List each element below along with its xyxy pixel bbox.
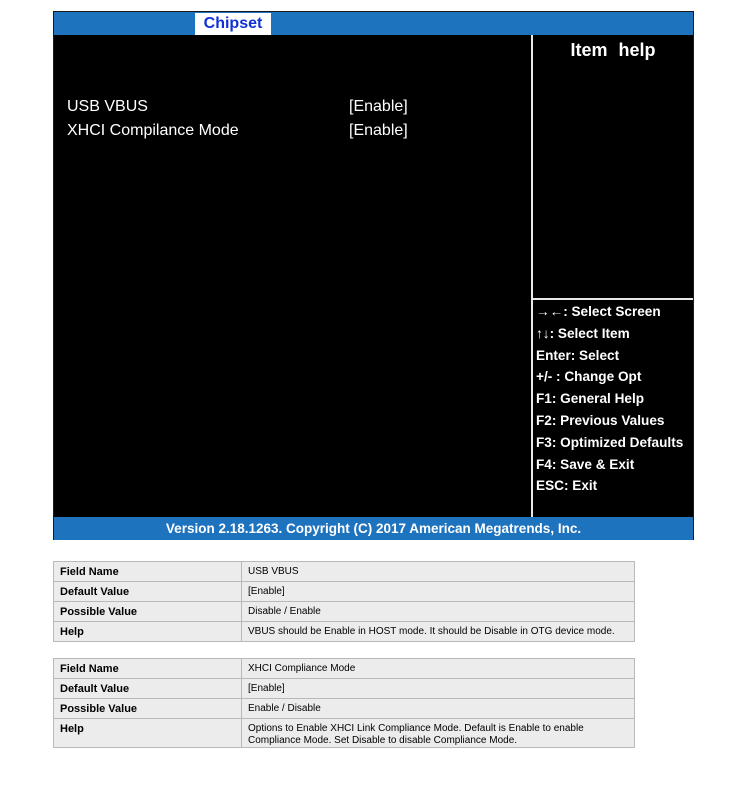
key-optimized-defaults: F3: Optimized Defaults xyxy=(536,434,684,450)
table-row xyxy=(54,659,635,679)
table-row xyxy=(54,582,635,602)
field-key: Help xyxy=(54,622,242,642)
item-help-title: Item help xyxy=(570,40,656,60)
key-legend xyxy=(536,301,693,497)
setting-label: XHCI Compilance Mode xyxy=(67,122,239,139)
tab-chipset[interactable]: Chipset xyxy=(195,13,271,35)
bios-screen xyxy=(53,11,694,540)
table-row xyxy=(54,562,635,582)
table-row xyxy=(54,602,635,622)
help-divider xyxy=(533,298,693,300)
field-value: USB VBUS xyxy=(242,562,635,582)
field-table-xhci-compliance-mode xyxy=(53,658,635,748)
field-value: Enable / Disable xyxy=(242,699,635,719)
key-enter-select: Enter: Select xyxy=(536,347,620,363)
setting-usb-vbus[interactable] xyxy=(67,96,527,118)
field-value: VBUS should be Enable in HOST mode. It should be Disable in OTG device mode. xyxy=(242,622,635,642)
setting-xhci-compliance-mode[interactable] xyxy=(67,120,527,142)
key-change-opt: +/- : Change Opt xyxy=(536,369,642,385)
setting-label: USB VBUS xyxy=(67,98,148,115)
setting-value[interactable]: [Enable] xyxy=(349,122,408,139)
field-value: XHCI Compliance Mode xyxy=(242,659,635,679)
table-row xyxy=(54,622,635,642)
field-key: Default Value xyxy=(54,582,242,602)
field-table-usb-vbus xyxy=(53,561,635,642)
field-key: Help xyxy=(54,719,242,748)
settings-pane xyxy=(54,35,531,517)
bios-top-bar xyxy=(54,12,693,35)
field-key: Possible Value xyxy=(54,602,242,622)
field-key: Possible Value xyxy=(54,699,242,719)
field-value: [Enable] xyxy=(242,582,635,602)
table-row xyxy=(54,719,635,748)
key-select-screen: →←: Select Screen xyxy=(536,304,661,319)
field-key: Field Name xyxy=(54,659,242,679)
field-value: [Enable] xyxy=(242,679,635,699)
key-save-exit: F4: Save & Exit xyxy=(536,456,635,472)
bios-footer: Version 2.18.1263. Copyright (C) 2017 American Megatrends, Inc. xyxy=(54,517,693,540)
field-key: Default Value xyxy=(54,679,242,699)
setting-value[interactable]: [Enable] xyxy=(349,98,408,115)
table-row xyxy=(54,699,635,719)
key-esc-exit: ESC: Exit xyxy=(536,478,598,494)
field-value: Disable / Enable xyxy=(242,602,635,622)
field-value: Options to Enable XHCI Link Compliance Mode. Default is Enable to enable Compliance Mode. Set Disable to disable Compliance Mode. xyxy=(242,719,635,748)
key-previous-values: F2: Previous Values xyxy=(536,412,665,428)
field-key: Field Name xyxy=(54,562,242,582)
key-select-item: ↑↓: Select Item xyxy=(536,325,630,341)
help-pane xyxy=(533,35,693,517)
key-general-help: F1: General Help xyxy=(536,391,645,407)
table-row xyxy=(54,679,635,699)
